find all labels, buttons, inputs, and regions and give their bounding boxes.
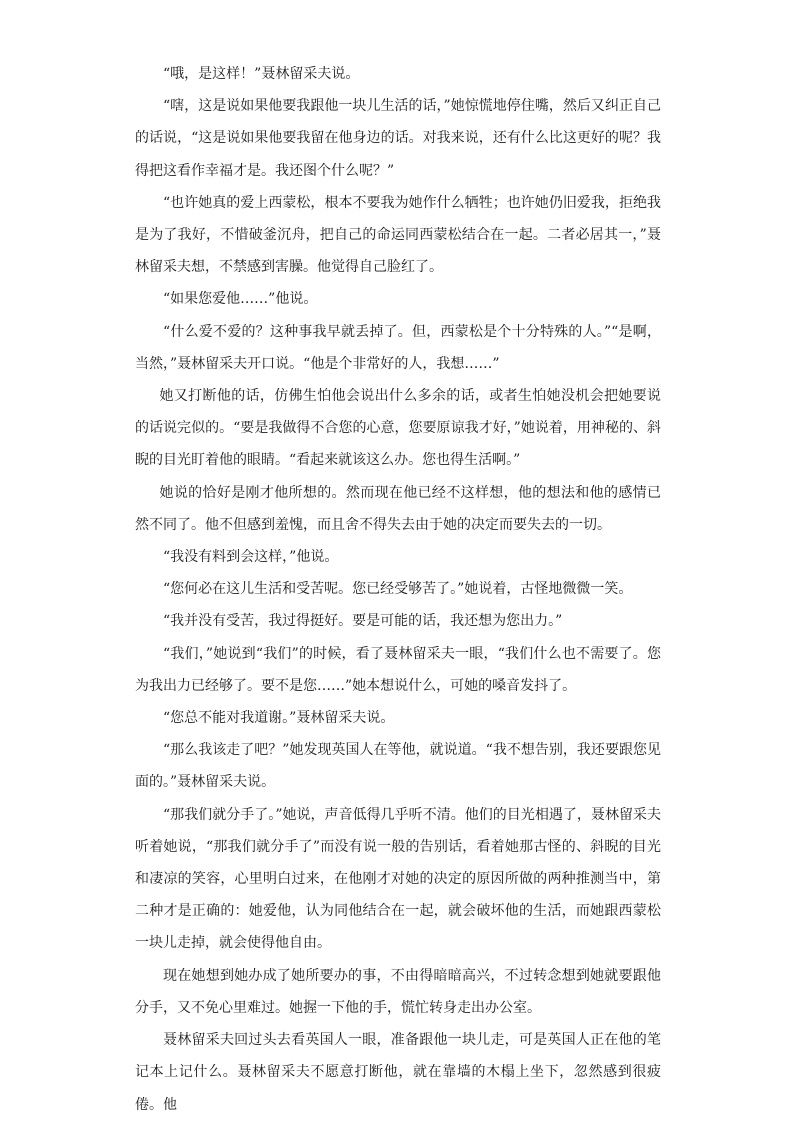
paragraph-7: 她说的恰好是刚才他所想的。然而现在他已经不这样想，他的想法和他的感情已然不同了。他不但感到羞愧，而且舍不得失去由于她的决定而要失去的一切。 bbox=[135, 484, 661, 533]
paragraph-4: “如果您爱他……”他说。 bbox=[163, 291, 318, 308]
paragraph-9: “您何必在这儿生活和受苦呢。您已经受够苦了。”她说着，古怪地微微一笑。 bbox=[163, 581, 633, 598]
paragraph-10: “我并没有受苦，我过得挺好。要是可能的话，我还想为您出力。” bbox=[163, 613, 563, 630]
document-page bbox=[135, 58, 661, 1121]
paragraph-16: 聂林留采夫回过头去看英国人一眼，准备跟他一块儿走，可是英国人正在他的笔记本上记什么。聂林留采夫不愿意打断他，就在靠墙的木榻上坐下，忽然感到很疲倦。他 bbox=[135, 1032, 661, 1113]
paragraph-6: 她又打断他的话，仿佛生怕他会说出什么多余的话，或者生怕她没机会把她要说的话说完似的。“要是我做得不合您的心意，您要原谅我才好，”她说着，用神秘的、斜睨的目光盯着他的眼睛。“看起来就该这么办。您也得生活啊。” bbox=[135, 388, 661, 469]
paragraph-5: “什么爱不爱的？这种事我早就丢掉了。但，西蒙松是个十分特殊的人。”“是啊，当然，”聂林留采夫开口说。“他是个非常好的人，我想……” bbox=[135, 323, 661, 372]
paragraph-2: “嗐，这是说如果他要我跟他一块儿生活的话，”她惊慌地停住嘴，然后又纠正自己的话说，“这是说如果他要我留在他身边的话。对我来说，还有什么比这更好的呢？我得把这看作幸福才是。我还图个什么呢？” bbox=[135, 98, 661, 179]
paragraph-14: “那我们就分手了。”她说，声音低得几乎听不清。他们的目光相遇了，聂林留采夫听着她说，“那我们就分手了”而没有说一般的告别话，看着她那古怪的、斜睨的目光和凄凉的笑容，心里明白过来，在他刚才对她的决定的原因所做的两种推测当中，第二种才是正确的：她爱他，认为同他结合在一起，就会破坏他的生活，而她跟西蒙松一块儿走掉，就会使得他自由。 bbox=[135, 806, 661, 952]
paragraph-3: “也许她真的爱上西蒙松，根本不要我为她作什么牺牲；也许她仍旧爱我，拒绝我是为了我好，不惜破釜沉舟，把自己的命运同西蒙松结合在一起。二者必居其一，”聂林留采夫想，不禁感到害臊。他觉得自己脸红了。 bbox=[135, 194, 661, 276]
paragraph-12: “您总不能对我道谢。”聂林留采夫说。 bbox=[163, 710, 395, 727]
paragraph-13: “那么我该走了吧？”她发现英国人在等他，就说道。“我不想告别，我还要跟您见面的。”聂林留采夫说。 bbox=[135, 742, 661, 791]
paragraph-8: “我没有料到会这样，”他说。 bbox=[163, 549, 339, 566]
paragraph-1: “哦，是这样！”聂林留采夫说。 bbox=[163, 66, 360, 82]
paragraph-15: 现在她想到她办成了她所要办的事，不由得暗暗高兴，不过转念想到她就要跟他分手，又不免心里难过。她握一下他的手，慌忙转身走出办公室。 bbox=[135, 967, 661, 1016]
paragraph-11: “我们，”她说到“我们”的时候，看了聂林留采夫一眼，“我们什么也不需要了。您为我出力已经够了。要不是您……”她本想说什么，可她的嗓音发抖了。 bbox=[135, 645, 661, 694]
